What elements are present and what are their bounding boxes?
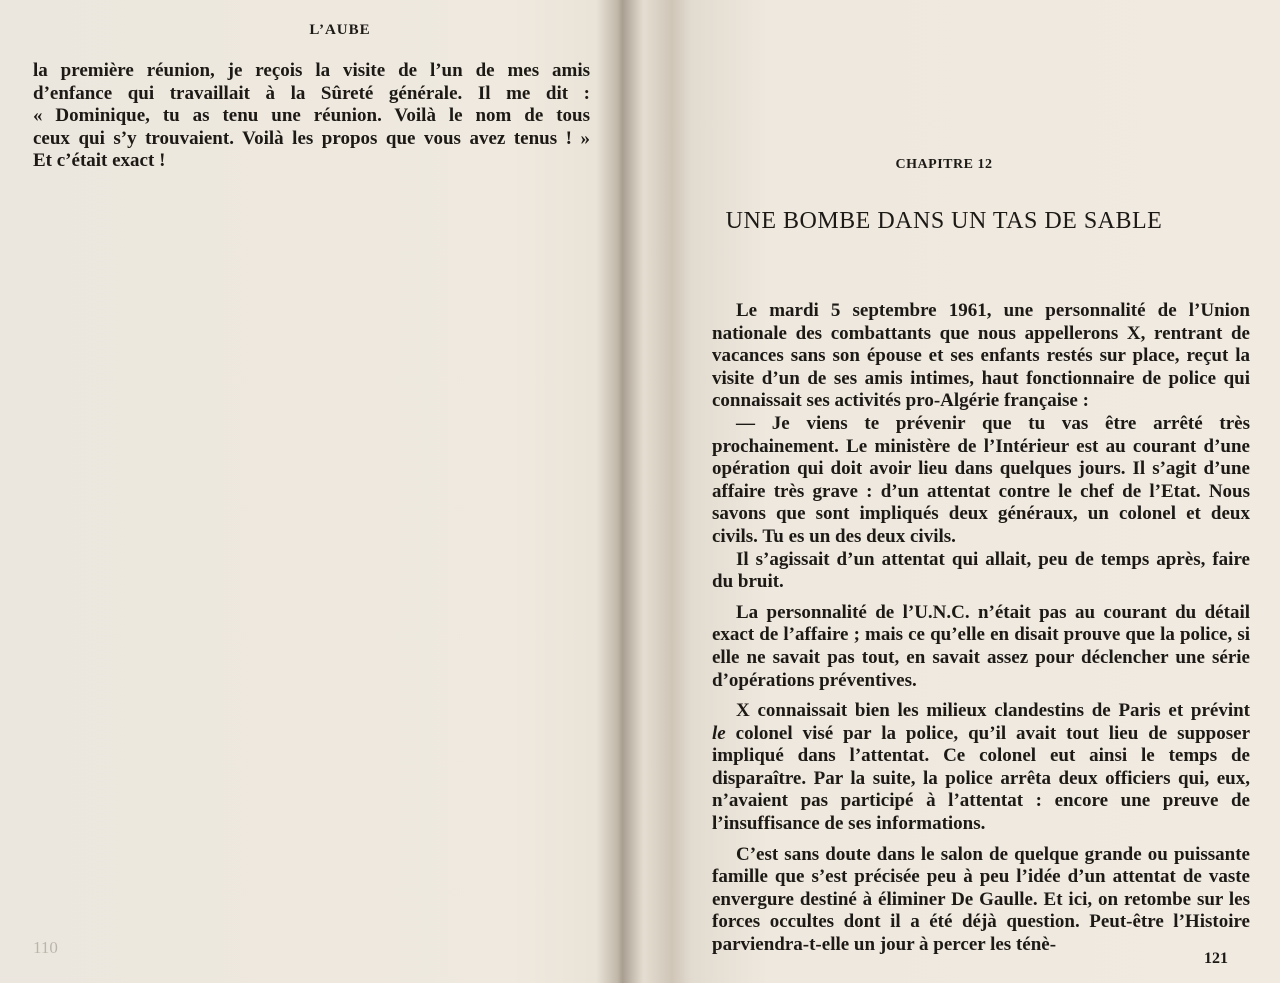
paragraph: C’est sans doute dans le salon de quelque grande ou puissante famille que s’est précisée peu à peu l’idée d’un attentat de vaste envergure destiné à éliminer De Gaulle. Et ici, on retombe sur les forces occultes dont il a été déjà question. Peut-être l’Histoire parviendra-t-elle un jour à percer les ténè-	[712, 843, 1250, 956]
text-line: la première réunion, je reçois la visite de l’un de mes amis	[33, 60, 590, 81]
paragraph-text: colonel visé par la police, qu’il avait tout lieu de supposer impliqué dans l’attentat. Ce colonel eut ainsi le temps de disparaître. Par la suite, la police arrêta deux officiers qui, eux, n’avaient pas participé à l’attentat : encore une preuve de l’insuffisance de ses informations.	[712, 722, 1251, 835]
right-page	[644, 0, 1280, 983]
text-line: Et c’était exact !	[33, 150, 166, 172]
right-page-text	[712, 300, 1250, 957]
paragraph: Le mardi 5 septembre 1961, une personnalité de l’Union nationale des combattants que nous appellerons X, rentrant de vacances sans son épouse et ses enfants restés sur place, reçut la visite d’un de ses amis intimes, haut fonctionnaire de police qui connaissait ses activités pro-Algérie française :	[712, 300, 1250, 412]
paragraph: La personnalité de l’U.N.C. n’était pas au courant du détail exact de l’affaire ; mais ce qu’elle en disait prouve que la police, si elle ne savait pas tout, en savait assez pour déclencher une série d’opérations préventives.	[712, 601, 1250, 691]
text-line: ceux qui s’y trouvaient. Voilà les propos que vous avez tenus ! »	[33, 127, 590, 149]
paragraph: X connaissait bien les milieux clandestins de Paris et prévint	[736, 700, 1250, 722]
text-line: « Dominique, tu as tenu une réunion. Voilà le nom de tous	[33, 105, 590, 127]
left-page-text	[33, 60, 590, 173]
chapter-label: CHAPITRE 12	[895, 157, 993, 172]
left-page-number: 110	[33, 938, 58, 957]
chapter-title: UNE BOMBE DANS UN TAS DE SABLE	[725, 208, 1163, 234]
paragraph: Il s’agissait d’un attentat qui allait, peu de temps après, faire du bruit.	[712, 548, 1250, 593]
text-line: d’enfance qui travaillait à la Sûreté générale. Il me dit :	[33, 82, 590, 104]
italic-article: le	[712, 722, 726, 744]
paragraph-continued	[712, 723, 1250, 836]
left-running-head: L’AUBE	[309, 22, 371, 38]
right-page-number: 121	[1204, 950, 1228, 967]
left-page	[0, 0, 620, 983]
paragraph: — Je viens te prévenir que tu vas être arrêté très prochainement. Le ministère de l’Intérieur est au courant d’une opération qui doit avoir lieu dans quelques jours. Il s’agit d’une affaire très grave : d’un attentat contre le chef de l’Etat. Nous savons que sont impliqués deux généraux, un colonel et deux civils. Tu es un des deux civils.	[712, 412, 1250, 547]
